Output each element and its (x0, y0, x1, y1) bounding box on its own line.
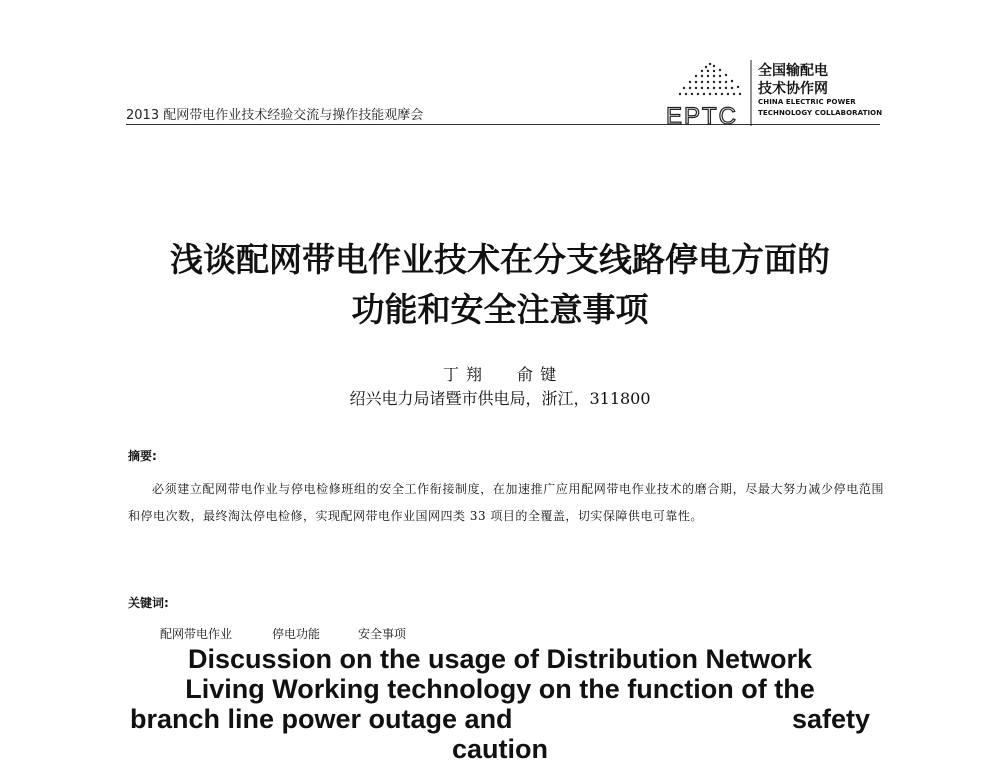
english-title-line2: Living Working technology on the function of the (185, 674, 815, 704)
authors: 丁 翔 俞 键 (442, 365, 558, 384)
english-title-line4: caution (451, 734, 548, 764)
paper-title-line1: 浅谈配网带电作业技术在分支线路停电方面的 (170, 240, 830, 279)
english-title-line1: Discussion on the usage of Distribution Network (187, 644, 813, 674)
svg-text:EPTC: EPTC (666, 103, 739, 128)
english-title-line3-right: safety (792, 704, 871, 734)
conference-header: 2013 配网带电作业技术经验交流与操作技能观摩会 (126, 108, 424, 123)
eptc-logo-icon (664, 58, 756, 128)
logo-cn-line2: 技术协作网 (758, 81, 828, 97)
keyword-item: 安全事项 (358, 627, 407, 641)
english-title-line3-left: branch line power outage and (130, 704, 513, 734)
logo-cn-line1: 全国输配电 (758, 63, 828, 79)
logo-en-line1: CHINA ELECTRIC POWER (758, 98, 856, 106)
paper-title-line2: 功能和安全注意事项 (351, 290, 649, 329)
logo-en-line2: TECHNOLOGY COLLABORATION (758, 109, 883, 117)
keyword-item: 停电功能 (272, 627, 321, 641)
header-divider (126, 124, 880, 125)
keywords-label: 关键词: (128, 596, 169, 610)
keyword-item: 配网带电作业 (160, 627, 233, 641)
affiliation: 绍兴电力局诸暨市供电局，浙江，311800 (349, 389, 651, 408)
abstract-text: 必须建立配网带电作业与停电检修班组的安全工作衔接制度，在加速推广应用配网带电作业技术的磨合期，尽最大努力减少停电范围和停电次数，最终淘汰停电检修，实现配网带电作业国网四类 33 项目的全覆盖，切实保障供电可靠性。 (128, 482, 884, 523)
abstract-label: 摘要: (128, 449, 157, 463)
